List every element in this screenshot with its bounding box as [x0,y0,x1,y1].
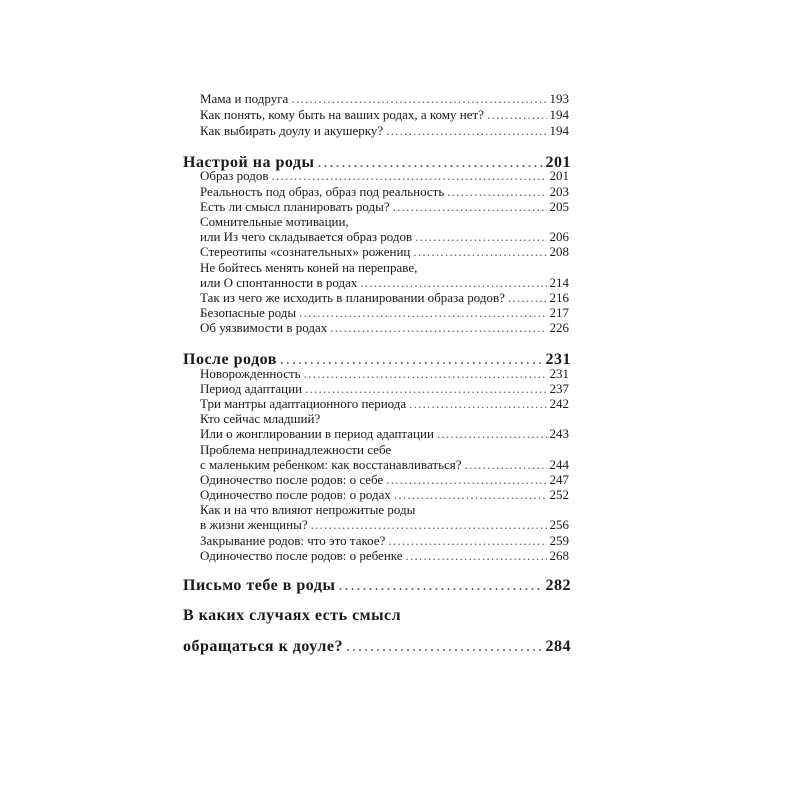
entry-page: 268 [549,548,569,563]
entry-page: 201 [549,168,569,183]
entry-page: 242 [549,396,569,411]
entry-page: 208 [549,244,569,259]
section-title-line: В каких случаях есть смысл [183,607,402,624]
dot-leader [393,199,547,215]
toc-entry [200,184,569,200]
dot-leader [305,381,546,397]
dot-leader [437,426,547,442]
entry-page: 194 [549,123,569,138]
dot-leader [447,184,546,200]
dot-leader [487,107,547,123]
section-title: Настрой на роды [183,154,315,171]
section-page: 201 [545,154,571,171]
entry-page: 216 [549,290,569,305]
section-page: 231 [545,351,571,368]
entry-page: 203 [549,184,569,199]
entry-page: 247 [549,472,569,487]
dot-leader [330,320,546,336]
entry-page: 193 [549,91,569,106]
toc-entry [200,457,569,473]
toc-entry [200,275,569,291]
entry-title: Три мантры адаптационного периода [200,396,407,411]
entry-page: 256 [549,517,569,532]
toc-entry [200,396,569,412]
entry-title: Стереотипы «сознательных» рожениц [200,244,411,259]
entry-page: 231 [549,366,569,381]
dot-leader [338,576,542,596]
entry-title: Есть ли смысл планировать роды? [200,199,390,214]
toc-entry [200,381,569,397]
toc-entry [200,168,569,184]
entry-title: с маленьким ребенком: как восстанавливаться? [200,457,462,472]
entry-title: Как понять, кому быть на ваших родах, а кому нет? [200,107,484,122]
dot-leader [360,275,546,291]
entry-page: 226 [549,320,569,335]
entry-page: 217 [549,305,569,320]
entry-title-line: Как и на что влияют непрожитые роды [200,502,416,517]
dot-leader [386,123,546,139]
entry-title: Об уязвимости в родах [200,320,328,335]
toc-section [183,576,571,596]
toc-entry [200,366,569,382]
entry-title: Одиночество после родов: о себе [200,472,384,487]
dot-leader [386,472,546,488]
toc-entry [200,548,569,564]
entry-title-line: Сомнительные мотивации, [200,214,349,229]
toc-entry [200,107,569,123]
entry-title: Или о жонглировании в период адаптации [200,426,434,441]
section-page: 282 [545,577,571,594]
dot-leader [311,517,547,533]
entry-page: 205 [549,199,569,214]
entry-title-line: Кто сейчас младший? [200,411,321,426]
entry-title: Реальность под образ, образ под реальность [200,184,445,199]
toc-entry [200,244,569,260]
section-title: обращаться к доуле? [183,638,343,655]
dot-leader [346,637,543,657]
section-page: 284 [545,638,571,655]
section-title: После родов [183,351,277,368]
toc-entry [200,487,569,503]
entry-title: Одиночество после родов: о ребенке [200,548,403,563]
entry-page: 237 [549,381,569,396]
entry-page: 214 [549,275,569,290]
toc-entry [200,123,569,139]
entry-title: Новорожденность [200,366,301,381]
dot-leader [299,305,546,321]
toc-entry [200,426,569,442]
entry-page: 194 [549,107,569,122]
dot-leader [508,290,547,306]
dot-leader [272,168,547,184]
toc-entry [200,91,569,107]
entry-title: Одиночество после родов: о родах [200,487,391,502]
entry-title-line: Проблема непринадлежности себе [200,442,392,457]
dot-leader [291,91,546,107]
entry-title: или О спонтанности в родах [200,275,358,290]
entry-title: Безопасные роды [200,305,297,320]
toc-entry [200,229,569,245]
entry-title: Мама и подруга [200,91,289,106]
entry-title-line: Не бойтесь менять коней на переправе, [200,260,418,275]
entry-title: Образ родов [200,168,269,183]
entry-title: в жизни женщины? [200,517,308,532]
toc-entry [200,305,569,321]
toc-section [183,637,571,657]
entry-page: 243 [549,426,569,441]
dot-leader [304,366,547,382]
section-title: Письмо тебе в роды [183,577,336,594]
dot-leader [415,229,546,245]
entry-page: 259 [549,533,569,548]
entry-title: Так из чего же исходить в планировании образа родов? [200,290,505,305]
entry-page: 206 [549,229,569,244]
toc-entry [200,320,569,336]
dot-leader [413,244,546,260]
entry-page: 252 [549,487,569,502]
toc-entry [200,290,569,306]
dot-leader [465,457,547,473]
entry-title: Период адаптации [200,381,303,396]
toc-entry [200,472,569,488]
toc-entry [200,517,569,533]
entry-page: 244 [549,457,569,472]
toc-entry [200,533,569,549]
dot-leader [409,396,546,412]
entry-title: или Из чего складывается образ родов [200,229,413,244]
toc-entry [200,199,569,215]
entry-title: Как выбирать доулу и акушерку? [200,123,384,138]
entry-title: Закрывание родов: что это такое? [200,533,386,548]
dot-leader [406,548,547,564]
dot-leader [394,487,547,503]
dot-leader [388,533,546,549]
